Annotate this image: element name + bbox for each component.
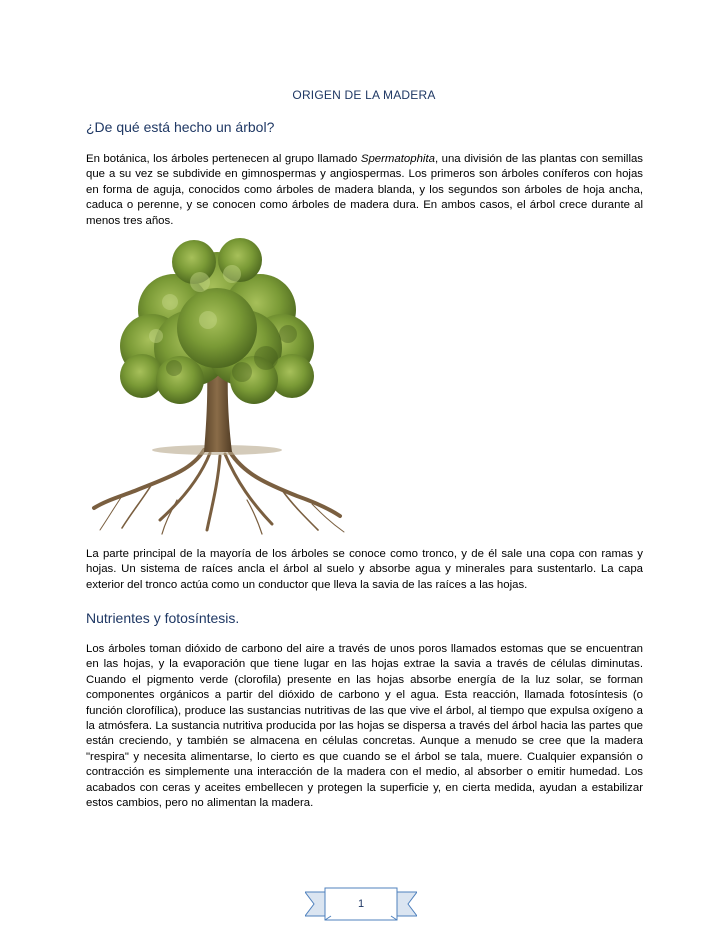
- paragraph-fotosintesis: Los árboles toman dióxido de carbono del aire a través de unos poros llamados estomas que se encuentran en las hojas, y la evaporación que tiene lugar en las hojas extrae la savia a través de células diminutas. Cuando el pigmento verde (clorofila) presente en las hojas absorbe energía de la luz solar, se forman componentes orgánicos a partir del dióxido de carbono y el agua. Esta reacción, llamada fotosíntesis (o función clorofílica), produce las sustancias nutritivas de las que vive el árbol, al tiempo que expulsa oxígeno a la atmósfera. La sustancia nutritiva producida por las hojas se dispersa a través del árbol hacia las partes que están creciendo, y también se almacena en células concretas. Aunque a menudo se cree que la madera "respira" y necesita alimentarse, lo cierto es que cuando se el árbol se tala, muere. Cualquier expansión o contracción es simplemente una interacción de la madera con el medio, al absorber o emitir humedad. Los acabados con ceras y aceites embellecen y protegen la superficie y, en cierta medida, ayudan a estabilizar estos cambios, pero no alimentan la madera.: [86, 643, 643, 810]
- roots: [94, 450, 344, 534]
- paragraph-botanica: [86, 152, 643, 229]
- page-number-ribbon: [305, 886, 417, 922]
- section-heading-nutrientes: Nutrientes y fotosíntesis.: [86, 610, 240, 626]
- paragraph-botanica-text-end: , una división de las plantas con semillas que a su vez se subdivide en gimnospermas y angiospermas. Los primeros son árboles coníferos con hojas en forma de aguja, conocidos como árboles de madera blanda, y los segundos son árboles de hoja ancha, caduca o perenne, y se conocen como árboles de madera dura. En ambos casos, el árbol crece durante al menos tres años.: [86, 153, 643, 227]
- italic-spermatophita: Spermatophita: [360, 153, 435, 165]
- section-heading-arbol: ¿De qué está hecho un árbol?: [86, 119, 275, 135]
- tree-with-roots-illustration: [82, 238, 352, 538]
- paragraph-botanica-text-start: En botánica, los árboles pertenecen al grupo llamado: [86, 153, 361, 165]
- paragraph-tronco: La parte principal de la mayoría de los árboles se conoce como tronco, y de él sale una copa con ramas y hojas. Un sistema de raíces ancla el árbol al suelo y absorbe agua y minerales para sustentarlo. La capa exterior del tronco actúa como un conductor que lleva la savia de las raíces a las hojas.: [86, 548, 643, 591]
- document-title: ORIGEN DE LA MADERA: [292, 88, 436, 102]
- page-number: 1: [357, 898, 365, 910]
